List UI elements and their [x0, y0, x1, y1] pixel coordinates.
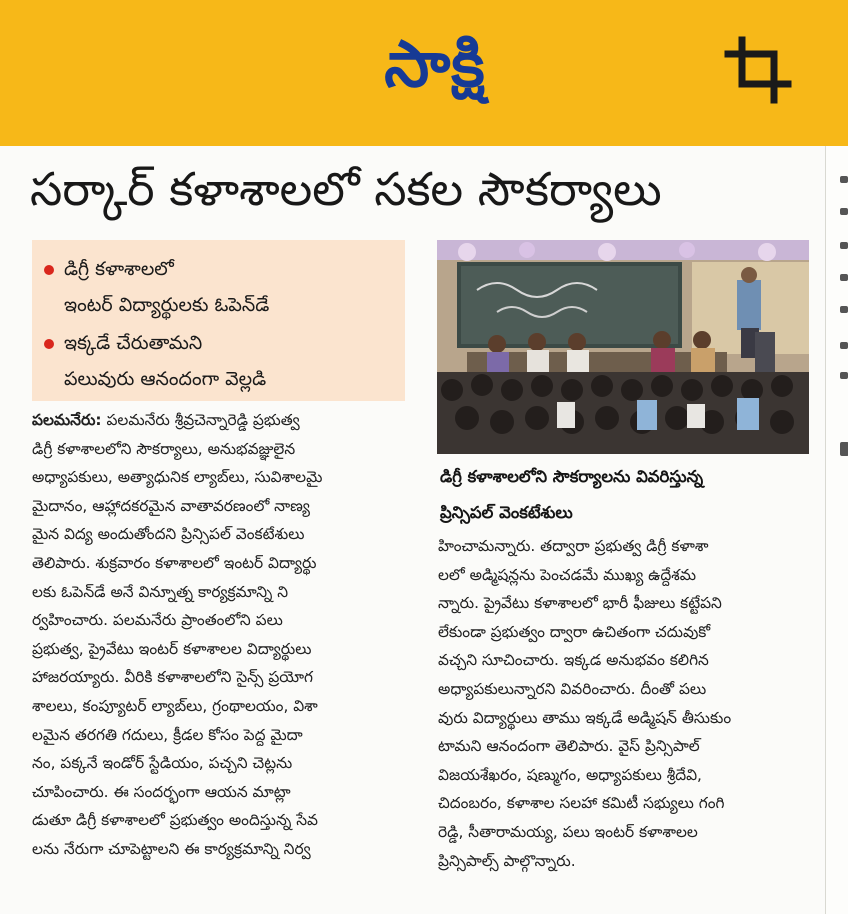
- crop-icon[interactable]: [722, 34, 794, 106]
- body-line: రెడ్డి, సీతారామయ్య, పలు ఇంటర్ కళాశాలల: [438, 822, 698, 841]
- dateline: పలమనేరు:: [32, 411, 102, 429]
- body-line: హించామన్నారు. తద్వారా ప్రభుత్వ డిగ్రీ కళాశా: [438, 537, 709, 555]
- highlight-line: ఇక్కడే చేరుతామని: [64, 332, 203, 354]
- adjacent-article-edge: [825, 146, 848, 914]
- body-line: పలమనేరు: పలమనేరు శ్రీవ్రచెన్నారెడ్డి ప్రభుత్వ: [32, 411, 300, 429]
- article-photo: [437, 240, 809, 454]
- highlight-line: ఇంటర్ విద్యార్థులకు ఓపెన్‌డే: [64, 294, 270, 316]
- logo-text: సాక్షి: [384, 27, 486, 102]
- article-headline: సర్కార్ కళాశాలలో సకల సౌకర్యాలు: [30, 162, 662, 216]
- body-line: ప్రిన్సిపాల్స్ పాల్గొన్నారు.: [438, 851, 576, 870]
- body-line: మైదానం, ఆహ్లాదకరమైన వాతావరణంలో నాణ్య: [32, 496, 310, 515]
- bullet-dot: [44, 265, 54, 275]
- body-line: చూపించారు. ఈ సందర్భంగా ఆయన మాట్లా: [32, 782, 291, 801]
- caption-line: ప్రిన్సిపల్ వెంకటేశులు: [440, 503, 573, 522]
- caption-line: డిగ్రీ కళాశాలలోని సౌకర్యాలను వివరిస్తున్న: [440, 467, 704, 486]
- body-line: లేకుండా ప్రభుత్వం ద్వారా ఉచితంగా చదువుకో: [438, 622, 711, 641]
- body-line: విజయశేఖరం, షణ్ముగం, అధ్యాపకులు శ్రీదేవి,: [438, 765, 702, 784]
- body-line: మైన విద్య అందుతోందని ప్రిన్సిపల్ వెంకటేశులు: [32, 525, 305, 544]
- body-line: డుతూ డిగ్రీ కళాశాలలో ప్రభుత్వం అందిస్తున్న సేవ: [32, 811, 318, 830]
- body-line: లను నేరుగా చూపెట్టాలని ఈ కార్యక్రమాన్ని నిర్వ: [32, 839, 311, 858]
- body-line: డిగ్రీ కళాశాలలోని సౌకర్యాలు, అనుభవజ్ఞులైన: [32, 439, 296, 458]
- highlight-line: పలువురు ఆనందంగా వెల్లడి: [64, 368, 267, 390]
- body-line: ర్వహించారు. పలమనేరు ప్రాంతంలోని పలు: [32, 611, 283, 630]
- highlight-line: డిగ్రీ కళాశాలలో: [64, 258, 174, 280]
- body-line: వచ్చని సూచించారు. ఇక్కడ అనుభవం కలిగిన: [438, 651, 709, 670]
- body-line: లలో అడ్మిషన్లను పెంచడమే ముఖ్య ఉద్దేశమ: [438, 565, 697, 584]
- body-line: లమైన తరగతి గదులు, క్రీడల కోసం పెద్ద మైదా: [32, 725, 303, 744]
- body-line: వురు విద్యార్థులు తాము ఇక్కడే అడ్మిషన్ తీసుకుం: [438, 708, 732, 727]
- body-line: న్నారు. ప్రైవేటు కళాశాలలో భారీ ఫీజులు కట్టేపని: [438, 594, 722, 613]
- body-line: హాజరయ్యారు. వీరికి కళాశాలలోని సైన్స్ ప్రయోగ: [32, 668, 313, 687]
- body-line: శాలలు, కంప్యూటర్ ల్యాబ్‌లు, గ్రంథాలయం, విశా: [32, 696, 318, 715]
- photo-caption: [440, 459, 810, 531]
- body-line: లకు ఓపెన్‌డే అనే విన్నూత్న కార్యక్రమాన్ని ని: [32, 582, 289, 601]
- body-line: టామని ఆనందంగా తెలిపారు. వైస్ ప్రిన్సిపాల్: [438, 737, 700, 756]
- body-line: అధ్యాపకులు, అత్యాధునిక ల్యాబ్‌లు, సువిశాలమై: [32, 468, 323, 487]
- article-body-left: [32, 406, 408, 864]
- body-line: ప్రభుత్వ, ప్రైవేటు ఇంటర్ కళాశాలల విద్యార్థులు: [32, 639, 312, 658]
- body-line: నం, పక్కనే ఇండోర్ స్టేడియం, పచ్చని చెట్లను: [32, 754, 293, 773]
- article-body-right: [438, 532, 820, 875]
- bullet-dot: [44, 339, 54, 349]
- body-line: తెలిపారు. శుక్రవారం కళాశాలలో ఇంటర్ విద్యార్థు: [32, 553, 317, 572]
- body-line: అధ్యాపకులున్నారని వివరించారు. దీంతో పలు: [438, 679, 707, 698]
- sakshi-logo: [320, 22, 550, 122]
- body-line: చిదంబరం, కళాశాల సలహా కమిటీ సభ్యులు గంగి: [438, 794, 725, 813]
